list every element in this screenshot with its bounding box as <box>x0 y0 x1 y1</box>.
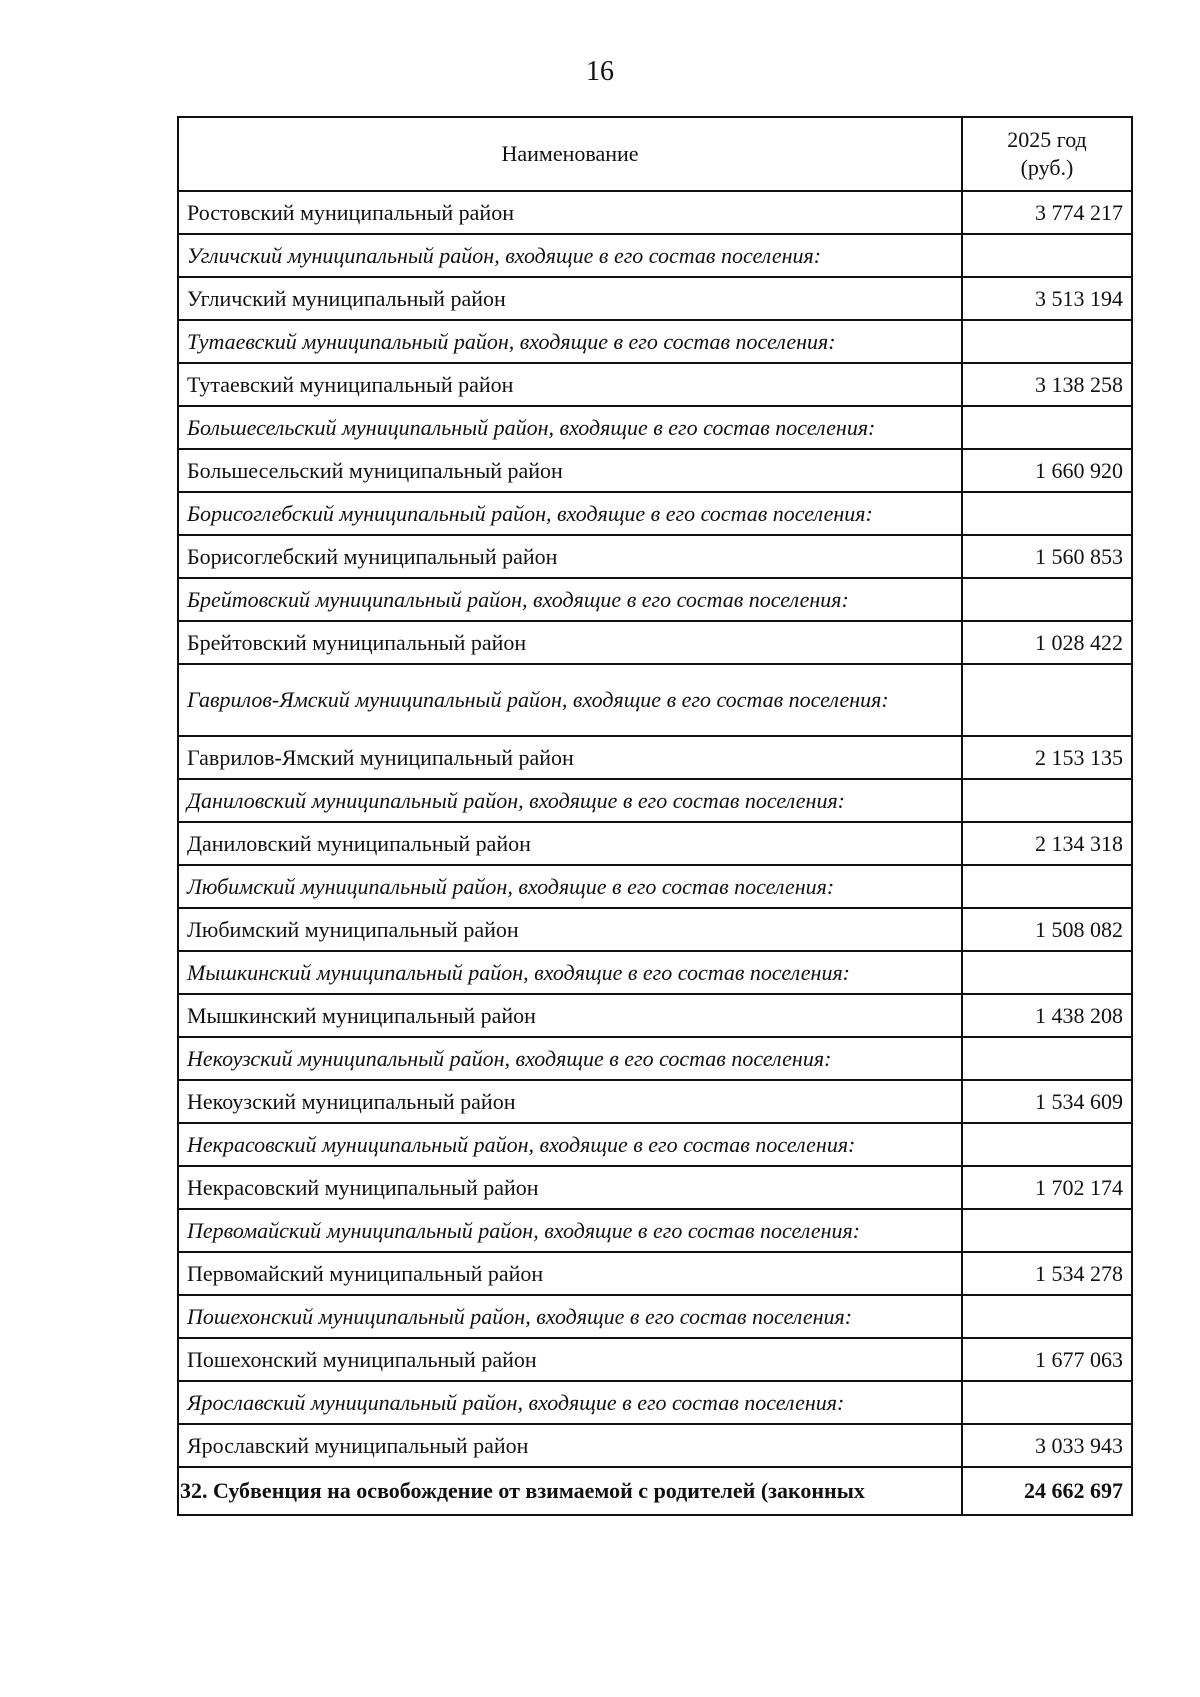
column-header-year: 2025 год <box>1007 127 1087 152</box>
table-header-row <box>178 117 1132 191</box>
row-name: Гаврилов-Ямский муниципальный район <box>178 736 962 779</box>
table-row <box>178 908 1132 951</box>
row-name: Большесельский муниципальный район, входящие в его состав поселения: <box>178 406 962 449</box>
row-name: Мышкинский муниципальный район, входящие в его состав поселения: <box>178 951 962 994</box>
row-name: Пошехонский муниципальный район, входящие в его состав поселения: <box>178 1295 962 1338</box>
table-row-group-heading <box>178 1123 1132 1166</box>
column-header-unit: (руб.) <box>1020 155 1074 180</box>
row-value: 3 033 943 <box>962 1424 1132 1467</box>
table-row-group-heading <box>178 951 1132 994</box>
row-value: 2 153 135 <box>962 736 1132 779</box>
row-value: 1 660 920 <box>962 449 1132 492</box>
table-row <box>178 449 1132 492</box>
row-value: 1 534 278 <box>962 1252 1132 1295</box>
budget-table <box>177 116 1133 1516</box>
row-value: 1 534 609 <box>962 1080 1132 1123</box>
table-row-group-heading <box>178 1209 1132 1252</box>
table-row <box>178 1166 1132 1209</box>
row-value: 1 677 063 <box>962 1338 1132 1381</box>
table-row-group-heading <box>178 320 1132 363</box>
table-row <box>178 1338 1132 1381</box>
row-value: 3 138 258 <box>962 363 1132 406</box>
row-value: 3 774 217 <box>962 191 1132 234</box>
row-name: Некрасовский муниципальный район, входящие в его состав поселения: <box>178 1123 962 1166</box>
row-name: Любимский муниципальный район, входящие в его состав поселения: <box>178 865 962 908</box>
table-row <box>178 736 1132 779</box>
row-value <box>962 1295 1132 1338</box>
table-row-group-heading <box>178 1037 1132 1080</box>
row-name: Тутаевский муниципальный район, входящие в его состав поселения: <box>178 320 962 363</box>
row-value <box>962 865 1132 908</box>
row-name: Угличский муниципальный район, входящие в его состав поселения: <box>178 234 962 277</box>
row-value <box>962 406 1132 449</box>
row-name: Угличский муниципальный район <box>178 277 962 320</box>
total-row-value: 24 662 697 <box>962 1467 1132 1515</box>
row-name: Первомайский муниципальный район, входящие в его состав поселения: <box>178 1209 962 1252</box>
row-value <box>962 1209 1132 1252</box>
row-name: Борисоглебский муниципальный район <box>178 535 962 578</box>
total-row <box>178 1467 1132 1515</box>
table-row-group-heading <box>178 779 1132 822</box>
row-value <box>962 234 1132 277</box>
page-number: 16 <box>586 56 614 87</box>
row-name: Ярославский муниципальный район, входящие в его состав поселения: <box>178 1381 962 1424</box>
total-row-name: 32. Субвенция на освобождение от взимаемой с родителей (законных <box>178 1467 962 1515</box>
row-value <box>962 1037 1132 1080</box>
table-row-group-heading <box>178 406 1132 449</box>
row-value: 2 134 318 <box>962 822 1132 865</box>
row-name: Брейтовский муниципальный район <box>178 621 962 664</box>
row-value <box>962 492 1132 535</box>
row-value: 1 702 174 <box>962 1166 1132 1209</box>
row-name: Даниловский муниципальный район <box>178 822 962 865</box>
table-row <box>178 535 1132 578</box>
row-value <box>962 1381 1132 1424</box>
row-value: 1 508 082 <box>962 908 1132 951</box>
row-name: Первомайский муниципальный район <box>178 1252 962 1295</box>
row-value <box>962 779 1132 822</box>
row-name: Гаврилов-Ямский муниципальный район, входящие в его состав поселения: <box>178 664 962 736</box>
row-name: Некоузский муниципальный район <box>178 1080 962 1123</box>
row-value <box>962 578 1132 621</box>
table-row <box>178 1424 1132 1467</box>
column-header-name: Наименование <box>178 117 962 191</box>
row-name: Даниловский муниципальный район, входящие в его состав поселения: <box>178 779 962 822</box>
row-name: Любимский муниципальный район <box>178 908 962 951</box>
row-value: 3 513 194 <box>962 277 1132 320</box>
row-name: Тутаевский муниципальный район <box>178 363 962 406</box>
table-row <box>178 1080 1132 1123</box>
table-row-group-heading <box>178 664 1132 736</box>
row-name: Брейтовский муниципальный район, входящие в его состав поселения: <box>178 578 962 621</box>
row-name: Ярославский муниципальный район <box>178 1424 962 1467</box>
table-row-group-heading <box>178 865 1132 908</box>
row-name: Борисоглебский муниципальный район, входящие в его состав поселения: <box>178 492 962 535</box>
column-header-value <box>962 117 1132 191</box>
row-value <box>962 951 1132 994</box>
table-row <box>178 1252 1132 1295</box>
row-name: Пошехонский муниципальный район <box>178 1338 962 1381</box>
row-name: Большесельский муниципальный район <box>178 449 962 492</box>
table-body <box>178 191 1132 1467</box>
table-row-group-heading <box>178 234 1132 277</box>
table-row <box>178 277 1132 320</box>
table-row <box>178 191 1132 234</box>
row-name: Ростовский муниципальный район <box>178 191 962 234</box>
row-value <box>962 1123 1132 1166</box>
table-row-group-heading <box>178 1381 1132 1424</box>
table-row-group-heading <box>178 1295 1132 1338</box>
table-row <box>178 363 1132 406</box>
row-value: 1 028 422 <box>962 621 1132 664</box>
row-name: Некрасовский муниципальный район <box>178 1166 962 1209</box>
row-name: Некоузский муниципальный район, входящие в его состав поселения: <box>178 1037 962 1080</box>
table-row <box>178 621 1132 664</box>
row-value <box>962 664 1132 736</box>
table-row-group-heading <box>178 492 1132 535</box>
row-value: 1 560 853 <box>962 535 1132 578</box>
row-name: Мышкинский муниципальный район <box>178 994 962 1037</box>
row-value <box>962 320 1132 363</box>
table-row <box>178 994 1132 1037</box>
row-value: 1 438 208 <box>962 994 1132 1037</box>
table-row-group-heading <box>178 578 1132 621</box>
table-row <box>178 822 1132 865</box>
